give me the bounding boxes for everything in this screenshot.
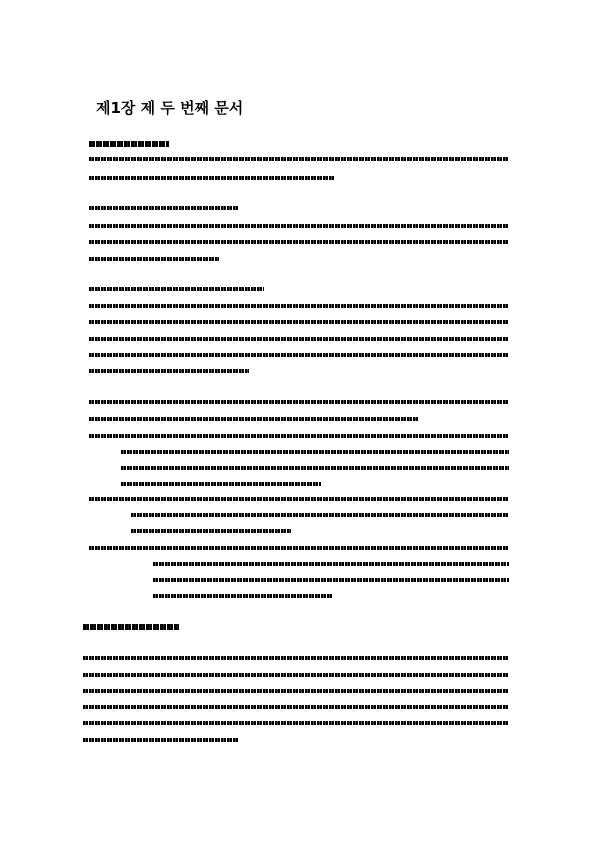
text-line — [83, 705, 509, 709]
text-line — [89, 304, 509, 308]
list-item-line — [89, 434, 509, 438]
section-heading-1 — [89, 141, 169, 147]
text-line — [83, 673, 509, 677]
list-item-line — [153, 578, 509, 582]
text-line — [89, 240, 509, 244]
text-line — [89, 257, 219, 261]
list-item-line — [89, 497, 509, 501]
list-item-line — [121, 450, 509, 454]
list-item-line — [121, 482, 321, 486]
list-item-line — [131, 513, 509, 517]
text-line — [89, 224, 509, 228]
subheading — [89, 206, 239, 210]
text-line — [83, 721, 509, 725]
text-line — [89, 320, 509, 324]
text-line — [89, 176, 334, 180]
text-line — [83, 738, 238, 742]
list-item-line — [89, 546, 509, 550]
list-item-line — [131, 529, 291, 533]
text-line — [89, 417, 419, 421]
text-line — [83, 689, 509, 693]
subheading — [89, 287, 264, 291]
text-line — [89, 337, 509, 341]
document-title: 제1장 제 두 번째 문서 — [96, 99, 244, 117]
section-heading-2 — [83, 624, 179, 630]
text-line — [89, 353, 509, 357]
text-line — [89, 369, 249, 373]
list-item-line — [153, 594, 333, 598]
text-line — [89, 400, 509, 404]
list-item-line — [153, 562, 509, 566]
text-line — [89, 157, 509, 161]
list-item-line — [121, 466, 509, 470]
text-line — [83, 656, 509, 660]
